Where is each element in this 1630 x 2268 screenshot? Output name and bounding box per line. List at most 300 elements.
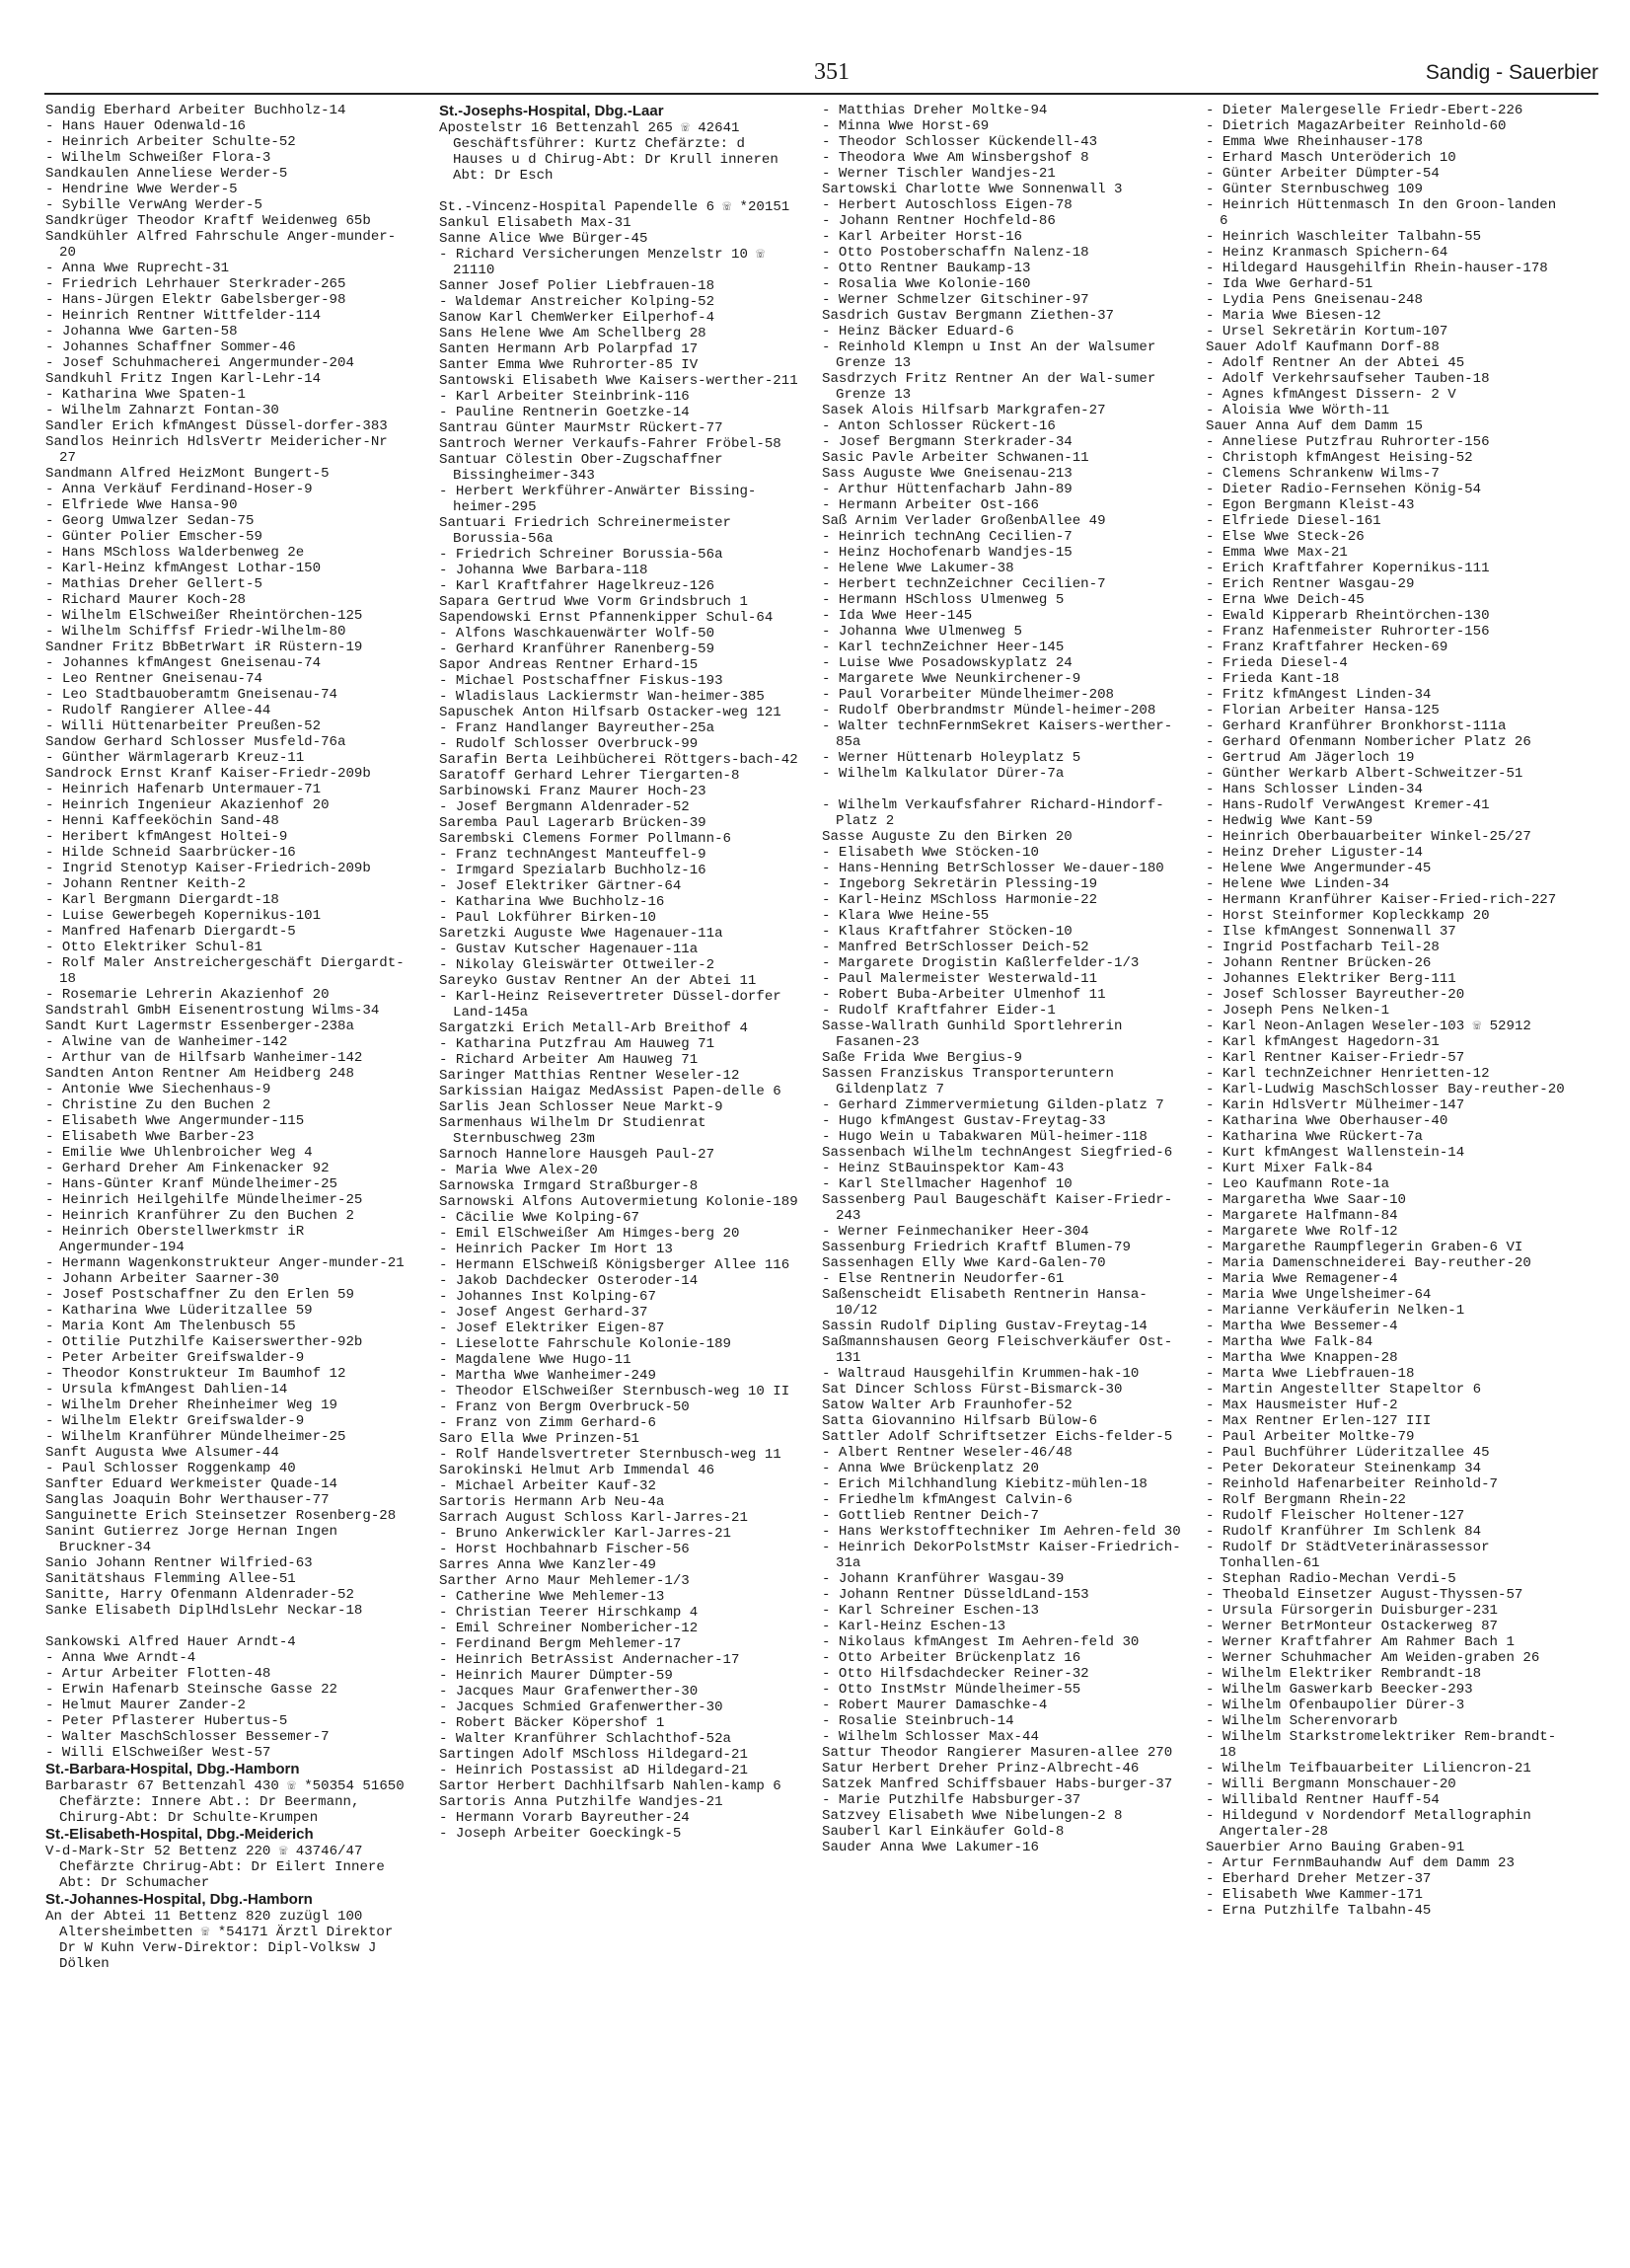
directory-entry: - Wilhelm Kranführer Mündelheimer-25 bbox=[45, 1429, 346, 1445]
directory-entry: - Helmut Maurer Zander-2 bbox=[45, 1698, 246, 1713]
directory-entry: - Theobald Einsetzer August-Thyssen-57 bbox=[1206, 1587, 1523, 1603]
directory-entry: - Wilhelm ElSchweißer Rheintörchen-125 bbox=[45, 608, 363, 624]
directory-entry: - Heinrich Hüttenmasch In den Groon-landen 6 bbox=[1206, 197, 1557, 229]
directory-entry: Sandkühler Alfred Fahrschule Anger-munder-20 bbox=[45, 229, 397, 261]
directory-entry: - Alfons Waschkauenwärter Wolf-50 bbox=[439, 626, 715, 642]
directory-entry: Sartor Herbert Dachhilfsarb Nahlen-kamp 6 bbox=[439, 1778, 781, 1794]
directory-entry: Sauder Anna Wwe Lakumer-16 bbox=[822, 1840, 1039, 1855]
directory-entry: - Gerhard Dreher Am Finkenacker 92 bbox=[45, 1161, 330, 1176]
directory-entry: Sandstrahl GmbH Eisenentrostung Wilms-34 bbox=[45, 1003, 380, 1019]
directory-entry: - Rosalia Wwe Kolonie-160 bbox=[822, 276, 1031, 292]
directory-entry: Saßmannshausen Georg Fleischverkäufer Ost-131 bbox=[822, 1334, 1173, 1366]
directory-entry: - Wilhelm Schweißer Flora-3 bbox=[45, 150, 271, 166]
directory-entry: - Heinrich Heilgehilfe Mündelheimer-25 bbox=[45, 1192, 363, 1208]
directory-entry: - Karl kfmAngest Hagedorn-31 bbox=[1206, 1034, 1440, 1050]
directory-entry: - Heinrich Ingenieur Akazienhof 20 bbox=[45, 797, 330, 813]
directory-entry: - Georg Umwalzer Sedan-75 bbox=[45, 513, 255, 529]
directory-entry: Sarmenhaus Wilhelm Dr Studienrat Sternbuschweg 23m bbox=[439, 1115, 706, 1147]
directory-entry: - Otto Postoberschaffn Nalenz-18 bbox=[822, 245, 1089, 261]
directory-entry: Sandten Anton Rentner Am Heidberg 248 bbox=[45, 1066, 354, 1082]
directory-entry: Sanow Karl ChemWerker Eilperhof-4 bbox=[439, 310, 715, 326]
directory-entry: - Richard Arbeiter Am Hauweg 71 bbox=[439, 1052, 699, 1068]
directory-entry: Sarafin Berta Leihbücherei Röttgers-bach-42 bbox=[439, 752, 798, 768]
directory-entry: - Anna Wwe Arndt-4 bbox=[45, 1650, 196, 1666]
directory-entry: - Marta Wwe Liebfrauen-18 bbox=[1206, 1366, 1415, 1382]
directory-entry: Sasdrich Gustav Bergmann Ziethen-37 bbox=[822, 308, 1115, 324]
directory-entry: - Ingrid Postfacharb Teil-28 bbox=[1206, 940, 1440, 955]
directory-entry: - Erna Wwe Deich-45 bbox=[1206, 592, 1365, 608]
directory-entry: - Josef Elektriker Gärtner-64 bbox=[439, 878, 682, 894]
directory-entry: - Ursel Sekretärin Kortum-107 bbox=[1206, 324, 1448, 340]
directory-entry: - Maria Kont Am Thelenbusch 55 bbox=[45, 1319, 296, 1334]
directory-entry: - Johann Rentner DüsseldLand-153 bbox=[822, 1587, 1089, 1603]
directory-entry: Sanft Augusta Wwe Alsumer-44 bbox=[45, 1445, 279, 1461]
directory-entry: Saßenscheidt Elisabeth Rentnerin Hansa-10/12 bbox=[822, 1287, 1148, 1319]
directory-entry: - Reinhold Hafenarbeiter Reinhold-7 bbox=[1206, 1476, 1499, 1492]
directory-entry: - Ida Wwe Gerhard-51 bbox=[1206, 276, 1373, 292]
directory-entry: - Egon Bergmann Kleist-43 bbox=[1206, 497, 1415, 513]
directory-entry: Sanitte, Harry Ofenmann Aldenrader-52 bbox=[45, 1587, 354, 1603]
directory-entry: - Franz von Bergm Overbruck-50 bbox=[439, 1399, 690, 1415]
directory-entry: - Otto Rentner Baukamp-13 bbox=[822, 261, 1031, 276]
directory-entry: - Franz Hafenmeister Ruhrorter-156 bbox=[1206, 624, 1490, 640]
directory-entry: - Elfriede Diesel-161 bbox=[1206, 513, 1381, 529]
directory-entry: - Peter Dekorateur Steinenkamp 34 bbox=[1206, 1461, 1482, 1476]
directory-entry: - Katharina Wwe Spaten-1 bbox=[45, 387, 246, 403]
directory-entry: - Erich Kraftfahrer Kopernikus-111 bbox=[1206, 561, 1490, 576]
directory-entry: - Karl Bergmann Diergardt-18 bbox=[45, 892, 279, 908]
directory-entry: - Heribert kfmAngest Holtei-9 bbox=[45, 829, 288, 845]
directory-entry: Sankul Elisabeth Max-31 bbox=[439, 215, 631, 231]
directory-entry: Sassin Rudolf Dipling Gustav-Freytag-14 bbox=[822, 1319, 1148, 1334]
directory-entry: - Emilie Wwe Uhlenbroicher Weg 4 bbox=[45, 1145, 313, 1161]
directory-entry: Apostelstr 16 Bettenzahl 265 ☏ 42641 Geschäftsführer: Kurtz Chefärzte: d Hauses u d Chirug-Abt: Dr Krull inneren Abt: Dr Esch bbox=[439, 120, 778, 184]
directory-entry: Sattler Adolf Schriftsetzer Eichs-felder-5 bbox=[822, 1429, 1173, 1445]
directory-entry: - Hugo Wein u Tabakwaren Mül-heimer-118 bbox=[822, 1129, 1148, 1145]
directory-entry: - Margarete Halfmann-84 bbox=[1206, 1208, 1398, 1224]
directory-entry: - Arthur van de Hilfsarb Wanheimer-142 bbox=[45, 1050, 363, 1066]
directory-entry: Satur Herbert Dreher Prinz-Albrecht-46 bbox=[822, 1761, 1140, 1777]
directory-entry: Sarres Anna Wwe Kanzler-49 bbox=[439, 1557, 656, 1573]
directory-entry: Santuari Friedrich Schreinermeister Borussia-56a bbox=[439, 515, 732, 547]
directory-entry: - Paul Malermeister Westerwald-11 bbox=[822, 971, 1098, 987]
directory-entry: - Paul Buchführer Lüderitzallee 45 bbox=[1206, 1445, 1490, 1461]
directory-entry: Sarnowski Alfons Autovermietung Kolonie-189 bbox=[439, 1194, 798, 1210]
directory-entry: - Wilhelm Gaswerkarb Beecker-293 bbox=[1206, 1682, 1473, 1698]
directory-entry: - Karl Kraftfahrer Hagelkreuz-126 bbox=[439, 578, 715, 594]
directory-entry: - Robert Bäcker Köpershof 1 bbox=[439, 1715, 665, 1731]
directory-entry: - Günther Werkarb Albert-Schweitzer-51 bbox=[1206, 766, 1523, 782]
directory-entry: Sandler Erich kfmAngest Düssel-dorfer-383 bbox=[45, 418, 388, 434]
directory-entry: - Alwine van de Wanheimer-142 bbox=[45, 1034, 288, 1050]
directory-entry: - Friedhelm kfmAngest Calvin-6 bbox=[822, 1492, 1073, 1508]
directory-entry: - Hans Hauer Odenwald-16 bbox=[45, 118, 246, 134]
directory-entry: - Ottilie Putzhilfe Kaiserswerther-92b bbox=[45, 1334, 363, 1350]
directory-entry: - Karl-Heinz Eschen-13 bbox=[822, 1619, 1006, 1634]
directory-entry: - Margarete Wwe Rolf-12 bbox=[1206, 1224, 1398, 1240]
directory-entry: - Heinrich Packer Im Hort 13 bbox=[439, 1242, 673, 1257]
directory-entry: - Anna Wwe Brückenplatz 20 bbox=[822, 1461, 1039, 1476]
directory-entry: - Wilhelm Schiffsf Friedr-Wilhelm-80 bbox=[45, 624, 346, 640]
directory-entry: - Katharina Wwe Oberhauser-40 bbox=[1206, 1113, 1448, 1129]
directory-entry: - Horst Hochbahnarb Fischer-56 bbox=[439, 1542, 690, 1557]
directory-entry: - Hildegund v Nordendorf Metallographin Angertaler-28 bbox=[1206, 1808, 1531, 1840]
directory-entry: - Erna Putzhilfe Talbahn-45 bbox=[1206, 1903, 1432, 1919]
directory-entry: - Rudolf Fleischer Holtener-127 bbox=[1206, 1508, 1465, 1524]
directory-entry: Sasse Auguste Zu den Birken 20 bbox=[822, 829, 1073, 845]
directory-entry: - Werner Feinmechaniker Heer-304 bbox=[822, 1224, 1089, 1240]
directory-entry: - Günter Arbeiter Dümpter-54 bbox=[1206, 166, 1440, 182]
directory-entry: - Gerhard Kranführer Ranenberg-59 bbox=[439, 642, 715, 657]
directory-entry: - Hans Schlosser Linden-34 bbox=[1206, 782, 1423, 797]
directory-entry: - Erich Milchhandlung Kiebitz-mühlen-18 bbox=[822, 1476, 1148, 1492]
directory-entry: - Katharina Wwe Rückert-7a bbox=[1206, 1129, 1423, 1145]
directory-entry: - Ursula kfmAngest Dahlien-14 bbox=[45, 1382, 288, 1398]
directory-entry: Sanint Gutierrez Jorge Hernan Ingen Bruckner-34 bbox=[45, 1524, 338, 1555]
directory-entry: - Heinrich Kranführer Zu den Buchen 2 bbox=[45, 1208, 354, 1224]
directory-entry: Sandmann Alfred HeizMont Bungert-5 bbox=[45, 466, 330, 482]
directory-entry: Satzek Manfred Schiffsbauer Habs-burger-37 bbox=[822, 1777, 1173, 1792]
directory-entry: - Robert Maurer Damaschke-4 bbox=[822, 1698, 1048, 1713]
directory-entry: - Irmgard Spezialarb Buchholz-16 bbox=[439, 863, 706, 878]
directory-entry: Sanke Elisabeth DiplHdlsLehr Neckar-18 bbox=[45, 1603, 363, 1619]
directory-entry: - Rolf Bergmann Rhein-22 bbox=[1206, 1492, 1406, 1508]
directory-entry: - Martha Wwe Falk-84 bbox=[1206, 1334, 1373, 1350]
directory-entry bbox=[45, 1619, 408, 1634]
directory-entry: - Heinz Dreher Liguster-14 bbox=[1206, 845, 1423, 861]
directory-entry: - Werner Schmelzer Gitschiner-97 bbox=[822, 292, 1089, 308]
directory-entry: Saße Frida Wwe Bergius-9 bbox=[822, 1050, 1022, 1066]
directory-entry: Saringer Matthias Rentner Weseler-12 bbox=[439, 1068, 740, 1084]
directory-entry: - Johann Kranführer Wasgau-39 bbox=[822, 1571, 1065, 1587]
directory-entry: - Otto InstMstr Mündelheimer-55 bbox=[822, 1682, 1081, 1698]
directory-entry: Sartoris Anna Putzhilfe Wandjes-21 bbox=[439, 1794, 723, 1810]
directory-entry: - Max Hausmeister Huf-2 bbox=[1206, 1398, 1398, 1413]
directory-entry: Sapuschek Anton Hilfsarb Ostacker-weg 121 bbox=[439, 705, 781, 720]
directory-entry: - Johannes Schaffner Sommer-46 bbox=[45, 340, 296, 355]
directory-entry: Sandkrüger Theodor Kraftf Weidenweg 65b bbox=[45, 213, 371, 229]
directory-entry: - Klara Wwe Heine-55 bbox=[822, 908, 990, 924]
directory-entry: - Josef Schuhmacherei Angermunder-204 bbox=[45, 355, 354, 371]
directory-entry: Satow Walter Arb Fraunhofer-52 bbox=[822, 1398, 1073, 1413]
directory-entry: - Paul Schlosser Roggenkamp 40 bbox=[45, 1461, 296, 1476]
directory-entry: - Wladislaus Lackiermstr Wan-heimer-385 bbox=[439, 689, 765, 705]
directory-entry: - Hans-Günter Kranf Mündelheimer-25 bbox=[45, 1176, 338, 1192]
directory-entry: - Florian Arbeiter Hansa-125 bbox=[1206, 703, 1440, 718]
directory-entry: - Agnes kfmAngest Dissern- 2 V bbox=[1206, 387, 1456, 403]
directory-entry: - Else Rentnerin Neudorfer-61 bbox=[822, 1271, 1065, 1287]
directory-entry: - Wilhelm Scherenvorarb bbox=[1206, 1713, 1398, 1729]
directory-entry: Sanio Johann Rentner Wilfried-63 bbox=[45, 1555, 313, 1571]
directory-entry: - Max Rentner Erlen-127 III bbox=[1206, 1413, 1432, 1429]
directory-entry: - Joseph Pens Nelken-1 bbox=[1206, 1003, 1390, 1019]
directory-entry: Sargatzki Erich Metall-Arb Breithof 4 bbox=[439, 1021, 748, 1036]
directory-entry: - Ingeborg Sekretärin Plessing-19 bbox=[822, 876, 1098, 892]
directory-entry: - Pauline Rentnerin Goetzke-14 bbox=[439, 405, 690, 420]
directory-entry: Sauer Adolf Kaufmann Dorf-88 bbox=[1206, 340, 1440, 355]
directory-entry: - Hildegard Hausgehilfin Rhein-hauser-178 bbox=[1206, 261, 1548, 276]
directory-entry: Santroch Werner Verkaufs-Fahrer Fröbel-58 bbox=[439, 436, 781, 452]
directory-entry: Sasek Alois Hilfsarb Markgrafen-27 bbox=[822, 403, 1106, 418]
directory-entry: - Dieter Radio-Fernsehen König-54 bbox=[1206, 482, 1482, 497]
directory-entry: - Gerhard Zimmervermietung Gilden-platz 7 bbox=[822, 1097, 1164, 1113]
directory-entry: - Margarethe Raumpflegerin Graben-6 VI bbox=[1206, 1240, 1523, 1255]
directory-entry: - Hedwig Wwe Kant-59 bbox=[1206, 813, 1373, 829]
hospital-heading: St.-Elisabeth-Hospital, Dbg.-Meiderich bbox=[45, 1826, 314, 1843]
directory-entry: - Franz von Zimm Gerhard-6 bbox=[439, 1415, 656, 1431]
directory-entry: - Karl Rentner Kaiser-Friedr-57 bbox=[1206, 1050, 1465, 1066]
directory-entry: - Günter Sternbuschweg 109 bbox=[1206, 182, 1423, 197]
directory-entry: Saro Ella Wwe Prinzen-51 bbox=[439, 1431, 639, 1447]
directory-entry: - Willibald Rentner Hauff-54 bbox=[1206, 1792, 1440, 1808]
directory-entry: - Kurt kfmAngest Wallenstein-14 bbox=[1206, 1145, 1465, 1161]
directory-entry: - Heinrich technAng Cecilien-7 bbox=[822, 529, 1073, 545]
directory-entry: - Willi Hüttenarbeiter Preußen-52 bbox=[45, 718, 322, 734]
directory-entry: - Adolf Rentner An der Abtei 45 bbox=[1206, 355, 1465, 371]
directory-entry: Sauerbier Arno Bauing Graben-91 bbox=[1206, 1840, 1465, 1855]
directory-entry: - Ferdinand Bergm Mehlemer-17 bbox=[439, 1636, 682, 1652]
directory-entry: Sanfter Eduard Werkmeister Quade-14 bbox=[45, 1476, 338, 1492]
directory-entry: - Wilhelm Starkstromelektriker Rem-brandt-18 bbox=[1206, 1729, 1557, 1761]
directory-entry: - Rudolf Oberbrandmstr Mündel-heimer-208 bbox=[822, 703, 1156, 718]
directory-entry: - Werner Hüttenarb Holeyplatz 5 bbox=[822, 750, 1081, 766]
directory-entry: - Emma Wwe Rheinhauser-178 bbox=[1206, 134, 1423, 150]
directory-entry: - Rolf Maler Anstreichergeschäft Diergardt-18 bbox=[45, 955, 405, 987]
directory-entry: Sanglas Joaquin Bohr Werthauser-77 bbox=[45, 1492, 330, 1508]
page-number: 351 bbox=[814, 59, 850, 85]
directory-entry: - Josef Postschaffner Zu den Erlen 59 bbox=[45, 1287, 354, 1303]
directory-entry: - Heinrich Rentner Wittfelder-114 bbox=[45, 308, 322, 324]
directory-entry bbox=[822, 782, 1185, 797]
directory-entry: Saretzki Auguste Wwe Hagenauer-11a bbox=[439, 926, 723, 942]
directory-entry: Sassenhagen Elly Wwe Kard-Galen-70 bbox=[822, 1255, 1106, 1271]
directory-entry: - Else Wwe Steck-26 bbox=[1206, 529, 1365, 545]
directory-entry: - Leo Rentner Gneisenau-74 bbox=[45, 671, 262, 687]
directory-entry: - Christine Zu den Buchen 2 bbox=[45, 1097, 271, 1113]
directory-entry: Sass Auguste Wwe Gneisenau-213 bbox=[822, 466, 1073, 482]
directory-entry: - Christian Teerer Hirschkamp 4 bbox=[439, 1605, 699, 1621]
directory-entry: - Eberhard Dreher Metzer-37 bbox=[1206, 1871, 1432, 1887]
directory-entry: - Hermann HSchloss Ulmenweg 5 bbox=[822, 592, 1065, 608]
directory-entry: - Gerhard Ofenmann Nombericher Platz 26 bbox=[1206, 734, 1531, 750]
directory-entry: - Paul Arbeiter Moltke-79 bbox=[1206, 1429, 1415, 1445]
directory-entry: - Emil ElSchweißer Am Himges-berg 20 bbox=[439, 1226, 740, 1242]
directory-entry: Sandrock Ernst Kranf Kaiser-Friedr-209b bbox=[45, 766, 371, 782]
directory-entry: - Magdalene Wwe Hugo-11 bbox=[439, 1352, 631, 1368]
directory-entry: - Emil Schreiner Nombericher-12 bbox=[439, 1621, 699, 1636]
directory-entry: - Martha Wwe Wanheimer-249 bbox=[439, 1368, 656, 1384]
directory-entry: Barbarastr 67 Bettenzahl 430 ☏ *50354 51650 Chefärzte: Innere Abt.: Dr Beermann, Chirurg-Abt: Dr Schulte-Krumpen bbox=[45, 1778, 405, 1826]
directory-entry: - Erich Rentner Wasgau-29 bbox=[1206, 576, 1415, 592]
directory-entry: - Wilhelm Kalkulator Dürer-7a bbox=[822, 766, 1065, 782]
directory-entry: - Frieda Diesel-4 bbox=[1206, 655, 1348, 671]
directory-entry: - Johann Rentner Keith-2 bbox=[45, 876, 246, 892]
directory-entry: Sandkaulen Anneliese Werder-5 bbox=[45, 166, 288, 182]
directory-entry: - Jacques Maur Grafenwerther-30 bbox=[439, 1684, 699, 1700]
directory-entry: - Hilde Schneid Saarbrücker-16 bbox=[45, 845, 296, 861]
directory-entry: - Paul Vorarbeiter Mündelheimer-208 bbox=[822, 687, 1115, 703]
directory-entry: - Herbert Autoschloss Eigen-78 bbox=[822, 197, 1073, 213]
directory-entry: - Katharina Putzfrau Am Hauweg 71 bbox=[439, 1036, 715, 1052]
directory-entry: - Heinrich Oberbauarbeiter Winkel-25/27 bbox=[1206, 829, 1531, 845]
column-4 bbox=[1206, 103, 1569, 2264]
directory-entry: - Karl Neon-Anlagen Weseler-103 ☏ 52912 bbox=[1206, 1019, 1531, 1034]
directory-entry: Sandlos Heinrich HdlsVertr Meidericher-Nr 27 bbox=[45, 434, 388, 466]
directory-entry: - Helene Wwe Angermunder-45 bbox=[1206, 861, 1432, 876]
directory-entry: - Luise Gewerbegeh Kopernikus-101 bbox=[45, 908, 322, 924]
directory-entry: - Marie Putzhilfe Habsburger-37 bbox=[822, 1792, 1081, 1808]
directory-entry: - Catherine Wwe Mehlemer-13 bbox=[439, 1589, 665, 1605]
directory-entry: Sanne Alice Wwe Bürger-45 bbox=[439, 231, 648, 247]
directory-entry: - Anneliese Putzfrau Ruhrorter-156 bbox=[1206, 434, 1490, 450]
directory-entry: V-d-Mark-Str 52 Bettenz 220 ☏ 43746/47 Chefärzte Chrirug-Abt: Dr Eilert Innere Abt: Dr Schumacher bbox=[45, 1844, 385, 1891]
directory-entry: Satta Giovannino Hilfsarb Bülow-6 bbox=[822, 1413, 1098, 1429]
directory-entry: Sasic Pavle Arbeiter Schwanen-11 bbox=[822, 450, 1089, 466]
directory-entry: - Theodor ElSchweißer Sternbusch-weg 10 II bbox=[439, 1384, 790, 1399]
directory-entry: - Hans MSchloss Walderbenweg 2e bbox=[45, 545, 305, 561]
directory-entry: - Herbert technZeichner Cecilien-7 bbox=[822, 576, 1106, 592]
directory-entry: Sarokinski Helmut Arb Immendal 46 bbox=[439, 1463, 715, 1478]
directory-entry: - Minna Wwe Horst-69 bbox=[822, 118, 990, 134]
directory-entry: - Anton Schlosser Rückert-16 bbox=[822, 418, 1056, 434]
directory-entry: - Heinz Bäcker Eduard-6 bbox=[822, 324, 1014, 340]
directory-entry: - Karl Stellmacher Hagenhof 10 bbox=[822, 1176, 1073, 1192]
directory-entry: Santen Hermann Arb Polarpfad 17 bbox=[439, 341, 699, 357]
directory-entry: - Johann Rentner Hochfeld-86 bbox=[822, 213, 1056, 229]
directory-entry: - Wilhelm Verkaufsfahrer Richard-Hindorf-Platz 2 bbox=[822, 797, 1164, 829]
directory-entry: - Hermann Vorarb Bayreuther-24 bbox=[439, 1810, 690, 1826]
directory-entry: - Katharina Wwe Buchholz-16 bbox=[439, 894, 665, 910]
directory-entry: - Wilhelm Zahnarzt Fontan-30 bbox=[45, 403, 279, 418]
directory-entry: - Cäcilie Wwe Kolping-67 bbox=[439, 1210, 639, 1226]
directory-entry: - Willi Bergmann Monschauer-20 bbox=[1206, 1777, 1456, 1792]
directory-entry: - Karl technZeichner Heer-145 bbox=[822, 640, 1065, 655]
directory-entry: - Matthias Dreher Moltke-94 bbox=[822, 103, 1048, 118]
directory-entry: - Albert Rentner Weseler-46/48 bbox=[822, 1445, 1073, 1461]
directory-entry: - Johann Arbeiter Saarner-30 bbox=[45, 1271, 279, 1287]
directory-entry: - Gustav Kutscher Hagenauer-11a bbox=[439, 942, 699, 957]
directory-entry: - Franz technAngest Manteuffel-9 bbox=[439, 847, 706, 863]
directory-entry: - Luise Wwe Posadowskyplatz 24 bbox=[822, 655, 1073, 671]
directory-entry: - Michael Postschaffner Fiskus-193 bbox=[439, 673, 723, 689]
directory-entry: Sartingen Adolf MSchloss Hildegard-21 bbox=[439, 1747, 748, 1763]
directory-entry: - Johanna Wwe Ulmenweg 5 bbox=[822, 624, 1022, 640]
directory-entry: Sandow Gerhard Schlosser Musfeld-76a bbox=[45, 734, 346, 750]
directory-entry: - Elisabeth Wwe Kammer-171 bbox=[1206, 1887, 1423, 1903]
directory-entry: - Paul Lokführer Birken-10 bbox=[439, 910, 656, 926]
directory-entry: Sauer Anna Auf dem Damm 15 bbox=[1206, 418, 1423, 434]
directory-entry: Sarther Arno Maur Mehlemer-1/3 bbox=[439, 1573, 690, 1589]
directory-entry: - Kurt Mixer Falk-84 bbox=[1206, 1161, 1373, 1176]
directory-entry: - Werner Kraftfahrer Am Rahmer Bach 1 bbox=[1206, 1634, 1515, 1650]
directory-entry: Sarkissian Haigaz MedAssist Papen-delle 6 bbox=[439, 1084, 781, 1099]
directory-entry: - Margarete Drogistin Kaßlerfelder-1/3 bbox=[822, 955, 1140, 971]
directory-entry: - Ida Wwe Heer-145 bbox=[822, 608, 973, 624]
directory-entry: Sandig Eberhard Arbeiter Buchholz-14 bbox=[45, 103, 346, 118]
directory-entry: - Günter Polier Emscher-59 bbox=[45, 529, 262, 545]
directory-entry: - Hermann ElSchweiß Königsberger Allee 116 bbox=[439, 1257, 790, 1273]
directory-entry: - Hugo kfmAngest Gustav-Freytag-33 bbox=[822, 1113, 1106, 1129]
directory-entry: - Rudolf Rangierer Allee-44 bbox=[45, 703, 271, 718]
directory-entry: - Hans Werkstofftechniker Im Aehren-feld 30 bbox=[822, 1524, 1181, 1540]
directory-entry: - Karl Arbeiter Horst-16 bbox=[822, 229, 1022, 245]
directory-entry: - Jacques Schmied Grafenwerther-30 bbox=[439, 1700, 723, 1715]
directory-entry: - Richard Versicherungen Menzelstr 10 ☏ 21110 bbox=[439, 247, 765, 278]
directory-entry: - Heinrich Arbeiter Schulte-52 bbox=[45, 134, 296, 150]
column-1 bbox=[45, 103, 408, 2264]
directory-entry: - Waltraud Hausgehilfin Krummen-hak-10 bbox=[822, 1366, 1140, 1382]
directory-entry: Sarlis Jean Schlosser Neue Markt-9 bbox=[439, 1099, 723, 1115]
directory-entry: Sapor Andreas Rentner Erhard-15 bbox=[439, 657, 699, 673]
directory-entry: Sapara Gertrud Wwe Vorm Grindsbruch 1 bbox=[439, 594, 748, 610]
directory-entry: - Wilhelm Elektriker Rembrandt-18 bbox=[1206, 1666, 1482, 1682]
directory-entry: - Johannes Inst Kolping-67 bbox=[439, 1289, 656, 1305]
header-range: Sandig - Sauerbier bbox=[1425, 61, 1598, 84]
directory-entry: Sanitätshaus Flemming Allee-51 bbox=[45, 1571, 296, 1587]
directory-entry: - Maria Wwe Alex-20 bbox=[439, 1163, 598, 1178]
directory-entry: - Rudolf Dr StädtVeterinärassessor Tonhallen-61 bbox=[1206, 1540, 1490, 1571]
directory-entry: - Wilhelm Elektr Greifswalder-9 bbox=[45, 1413, 305, 1429]
directory-entry: Sattur Theodor Rangierer Masuren-allee 270 bbox=[822, 1745, 1173, 1761]
directory-entry: - Maria Wwe Ungelsheimer-64 bbox=[1206, 1287, 1432, 1303]
column-2 bbox=[439, 103, 802, 2264]
directory-entry: - Nikolaus kfmAngest Im Aehren-feld 30 bbox=[822, 1634, 1140, 1650]
hospital-heading: St.-Josephs-Hospital, Dbg.-Laar bbox=[439, 103, 664, 119]
directory-entry: - Waldemar Anstreicher Kolping-52 bbox=[439, 294, 715, 310]
directory-entry: Santer Emma Wwe Ruhrorter-85 IV bbox=[439, 357, 699, 373]
directory-entry: - Heinrich Maurer Dümpter-59 bbox=[439, 1668, 673, 1684]
directory-entry: - Arthur Hüttenfacharb Jahn-89 bbox=[822, 482, 1073, 497]
directory-entry: - Leo Stadtbauoberamtm Gneisenau-74 bbox=[45, 687, 338, 703]
directory-entry: - Wilhelm Teifbauarbeiter Liliencron-21 bbox=[1206, 1761, 1531, 1777]
directory-entry: - Karl-Ludwig MaschSchlosser Bay-reuther-20 bbox=[1206, 1082, 1565, 1097]
directory-entry: - Theodor Konstrukteur Im Baumhof 12 bbox=[45, 1366, 346, 1382]
directory-entry: - Frieda Kant-18 bbox=[1206, 671, 1340, 687]
directory-entry: - Wilhelm Schlosser Max-44 bbox=[822, 1729, 1039, 1745]
directory-entry: - Ilse kfmAngest Sonnenwall 37 bbox=[1206, 924, 1456, 940]
directory-entry: - Hans-Jürgen Elektr Gabelsberger-98 bbox=[45, 292, 346, 308]
directory-entry: - Karl-Heinz kfmAngest Lothar-150 bbox=[45, 561, 322, 576]
directory-entry: - Walter MaschSchlosser Bessemer-7 bbox=[45, 1729, 330, 1745]
directory-entry: - Bruno Ankerwickler Karl-Jarres-21 bbox=[439, 1526, 732, 1542]
directory-entry: - Martha Wwe Bessemer-4 bbox=[1206, 1319, 1398, 1334]
directory-entry: Sassenbach Wilhelm technAngest Siegfried-6 bbox=[822, 1145, 1173, 1161]
directory-entry: - Otto Hilfsdachdecker Reiner-32 bbox=[822, 1666, 1089, 1682]
directory-entry bbox=[439, 184, 802, 199]
directory-entry: - Rudolf Schlosser Overbruck-99 bbox=[439, 736, 699, 752]
directory-entry: Sauberl Karl Einkäufer Gold-8 bbox=[822, 1824, 1065, 1840]
directory-entry: - Willi ElSchweißer West-57 bbox=[45, 1745, 271, 1761]
directory-entry: Sandner Fritz BbBetrWart iR Rüstern-19 bbox=[45, 640, 363, 655]
directory-entry: - Karl Arbeiter Steinbrink-116 bbox=[439, 389, 690, 405]
directory-entry: - Otto Elektriker Schul-81 bbox=[45, 940, 262, 955]
directory-entry: - Manfred Hafenarb Diergardt-5 bbox=[45, 924, 296, 940]
directory-entry: - Hermann Kranführer Kaiser-Fried-rich-227 bbox=[1206, 892, 1557, 908]
directory-entry: - Rosemarie Lehrerin Akazienhof 20 bbox=[45, 987, 330, 1003]
directory-entry: - Josef Bergmann Sterkrader-34 bbox=[822, 434, 1073, 450]
directory-entry: - Johanna Wwe Garten-58 bbox=[45, 324, 238, 340]
directory-entry: - Artur Arbeiter Flotten-48 bbox=[45, 1666, 271, 1682]
directory-entry: - Karl technZeichner Henrietten-12 bbox=[1206, 1066, 1490, 1082]
directory-entry: - Johanna Wwe Barbara-118 bbox=[439, 563, 648, 578]
directory-entry: - Hendrine Wwe Werder-5 bbox=[45, 182, 238, 197]
directory-entry: - Heinrich Oberstellwerkmstr iR Angermunder-194 bbox=[45, 1224, 305, 1255]
directory-entry: - Katharina Wwe Lüderitzallee 59 bbox=[45, 1303, 313, 1319]
directory-entry: - Christoph kfmAngest Heising-52 bbox=[1206, 450, 1473, 466]
directory-entry: - Emma Wwe Max-21 bbox=[1206, 545, 1348, 561]
directory-entry: - Helene Wwe Lakumer-38 bbox=[822, 561, 1014, 576]
directory-entry: - Karin HdlsVertr Mülheimer-147 bbox=[1206, 1097, 1465, 1113]
